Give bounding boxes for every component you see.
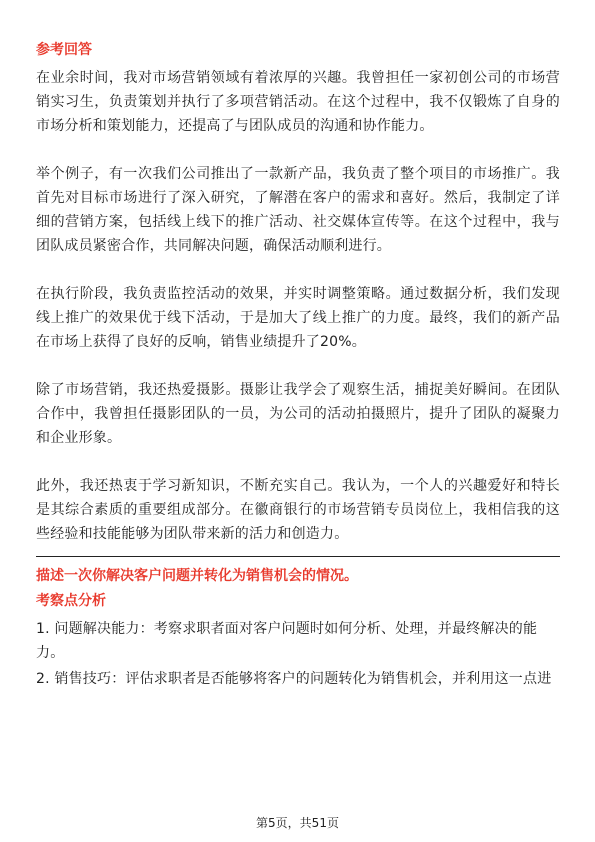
answer-heading: 参考回答 bbox=[36, 42, 92, 58]
analysis-heading: 考察点分析 bbox=[36, 593, 106, 609]
answer-paragraph-5: 此外，我还热衷于学习新知识，不断充实自己。我认为，一个人的兴趣爱好和特长是其综合素质的重要组成部分。在徽商银行的市场营销专员岗位上，我相信我的这些经验和技能能够为团队带来新的活力和创造力。 bbox=[36, 478, 560, 542]
answer-paragraph-2: 举个例子，有一次我们公司推出了一款新产品，我负责了整个项目的市场推广。我首先对目标市场进行了深入研究，了解潜在客户的需求和喜好。然后，我制定了详细的营销方案，包括线上线下的推广活动、社交媒体宣传等。在这个过程中，我与团队成员紧密合作，共同解决问题，确保活动顺利进行。 bbox=[36, 166, 560, 254]
answer-paragraph-1: 在业余时间，我对市场营销领域有着浓厚的兴趣。我曾担任一家初创公司的市场营销实习生，负责策划并执行了多项营销活动。在这个过程中，我不仅锻炼了自身的市场分析和策划能力，还提高了与团队成员的沟通和协作能力。 bbox=[36, 70, 560, 134]
document-page bbox=[36, 40, 560, 693]
question-title: 描述一次你解决客户问题并转化为销售机会的情况。 bbox=[36, 568, 358, 584]
answer-paragraph-3: 在执行阶段，我负责监控活动的效果，并实时调整策略。通过数据分析，我们发现线上推广的效果优于线下活动，于是加大了线上推广的力度。最终，我们的新产品在市场上获得了良好的反响，销售业绩提升了20%。 bbox=[36, 286, 560, 350]
page-number: 第5页，共51页 bbox=[256, 816, 339, 830]
analysis-point-2: 2. 销售技巧：评估求职者是否能够将客户的问题转化为销售机会，并利用这一点进 bbox=[36, 671, 552, 687]
analysis-point-1: 1. 问题解决能力：考察求职者面对客户问题时如何分析、处理，并最终解决的能力。 bbox=[36, 621, 538, 661]
answer-paragraph-4: 除了市场营销，我还热爱摄影。摄影让我学会了观察生活，捕捉美好瞬间。在团队合作中，我曾担任摄影团队的一员，为公司的活动拍摄照片，提升了团队的凝聚力和企业形象。 bbox=[36, 382, 560, 446]
section-divider bbox=[36, 556, 560, 557]
